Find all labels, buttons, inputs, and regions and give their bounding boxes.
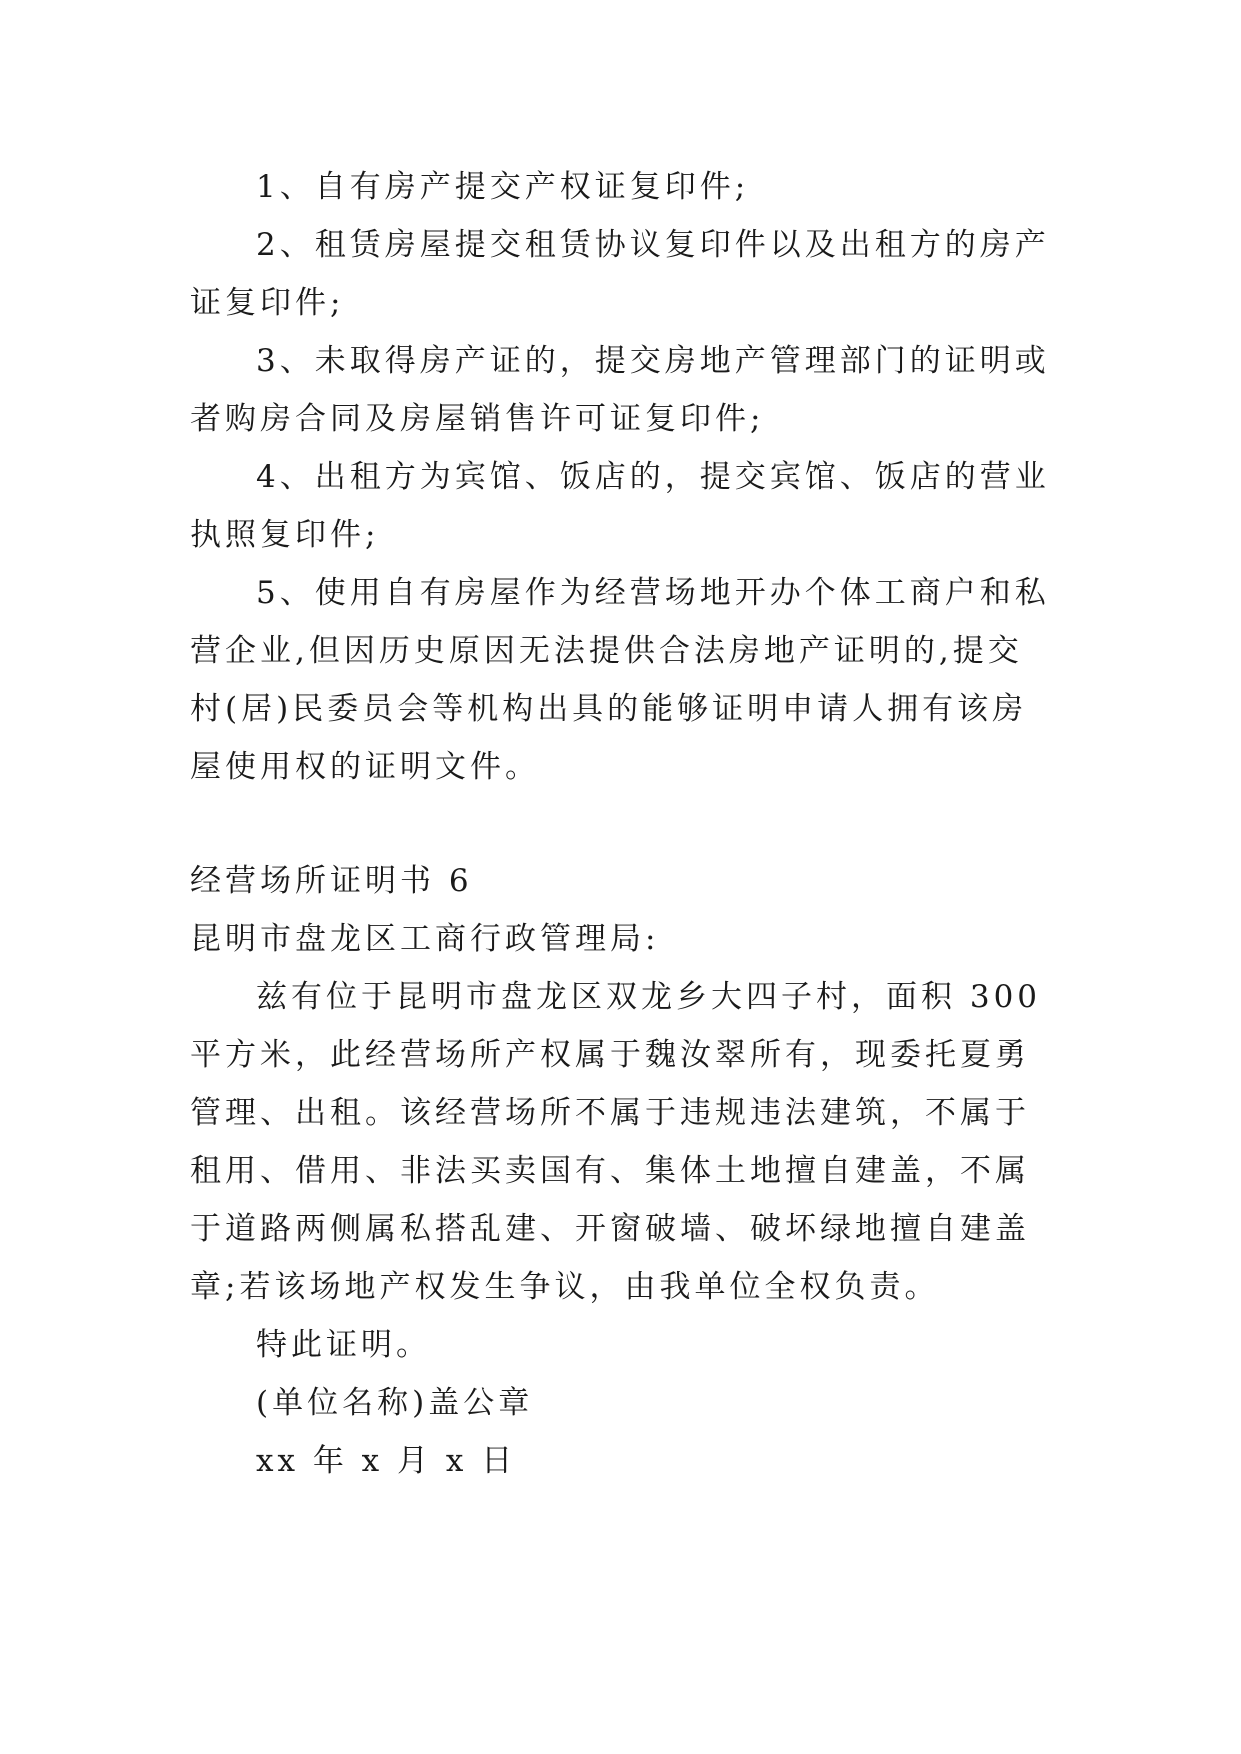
section-title: 经营场所证明书 6 <box>190 863 473 899</box>
list-item-5: 5、使用自有房屋作为经营场地开办个体工商户和私营企业,但因历史原因无法提供合法房地产证明的,提交村(居)民委员会等机构出具的能够证明申请人拥有该房屋使用权的证明文件。 <box>190 575 1050 785</box>
list-item-1: 1、自有房产提交产权证复印件; <box>256 169 750 205</box>
list-item-4: 4、出租方为宾馆、饭店的，提交宾馆、饭店的营业执照复印件; <box>190 459 1050 553</box>
list-item-3: 3、未取得房产证的，提交房地产管理部门的证明或者购房合同及房屋销售许可证复印件; <box>190 343 1050 437</box>
section-spacer <box>190 796 1056 852</box>
document-content <box>190 158 1056 1490</box>
certificate-body: 兹有位于昆明市盘龙区双龙乡大四子村，面积 300 平方米，此经营场所产权属于魏汝翠所有，现委托夏勇管理、出租。该经营场所不属于违规违法建筑，不属于租用、借用、非法买卖国有、集体土地擅自建盖，不属于道路两侧属私搭乱建、开窗破墙、破坏绿地擅自建盖章;若该场地产权发生争议，由我单位全权负责。 <box>190 979 1042 1305</box>
date-line: xx 年 x 月 x 日 <box>256 1443 517 1479</box>
list-item-2: 2、租赁房屋提交租赁协议复印件以及出租方的房产证复印件; <box>190 227 1050 321</box>
addressee: 昆明市盘龙区工商行政管理局: <box>190 921 660 957</box>
certify-statement: 特此证明。 <box>256 1327 431 1363</box>
signature-line: (单位名称)盖公章 <box>256 1385 534 1421</box>
